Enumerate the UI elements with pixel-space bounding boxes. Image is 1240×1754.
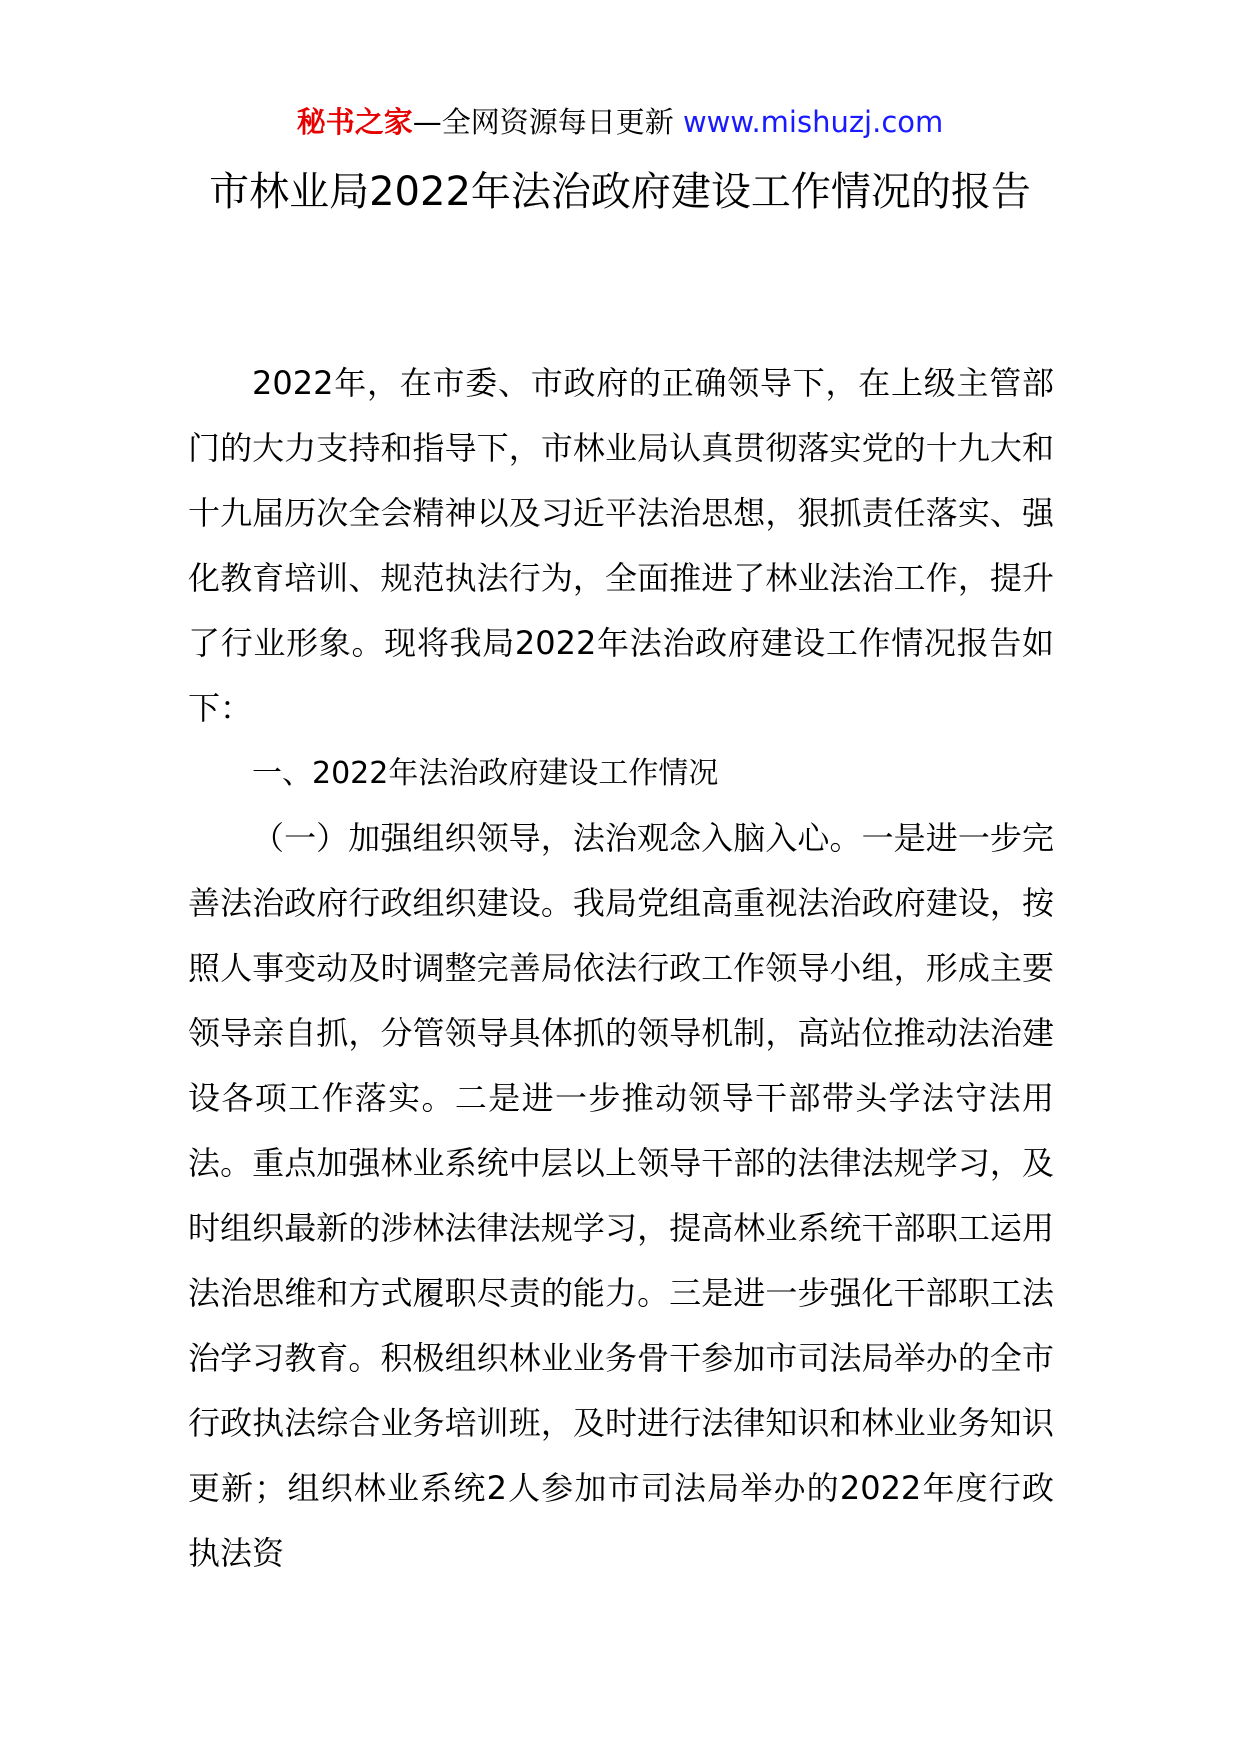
site-url-link[interactable]: www.mishuzj.com	[682, 105, 944, 139]
intro-paragraph: 2022年，在市委、市政府的正确领导下，在上级主管部门的大力支持和指导下，市林业局认真贯彻落实党的十九大和十九届历次全会精神以及习近平法治思想，狠抓责任落实、强化教育培训、规范执法行为，全面推进了林业法治工作，提升了行业形象。现将我局2022年法治政府建设工作情况报告如下：	[188, 364, 1054, 727]
site-tagline: —全网资源每日更新	[412, 105, 683, 139]
brand-name: 秘书之家	[296, 105, 413, 139]
site-header	[0, 100, 1240, 144]
section-heading: 一、2022年法治政府建设工作情况	[252, 756, 719, 791]
section-paragraph: （一）加强组织领导，法治观念入脑入心。一是进一步完善法治政府行政组织建设。我局党组高重视法治政府建设，按照人事变动及时调整完善局依法行政工作领导小组，形成主要领导亲自抓，分管领导具体抓的领导机制，高站位推动法治建设各项工作落实。二是进一步推动领导干部带头学法守法用法。重点加强林业系统中层以上领导干部的法律法规学习，及时组织最新的涉林法律法规学习，提高林业系统干部职工运用法治思维和方式履职尽责的能力。三是进一步强化干部职工法治学习教育。积极组织林业业务骨干参加市司法局举办的全市行政执法综合业务培训班，及时进行法律知识和林业业务知识更新；组织林业系统2人参加市司法局举办的2022年度行政执法资	[188, 819, 1054, 1572]
document-title: 市林业局2022年法治政府建设工作情况的报告	[209, 169, 1031, 215]
